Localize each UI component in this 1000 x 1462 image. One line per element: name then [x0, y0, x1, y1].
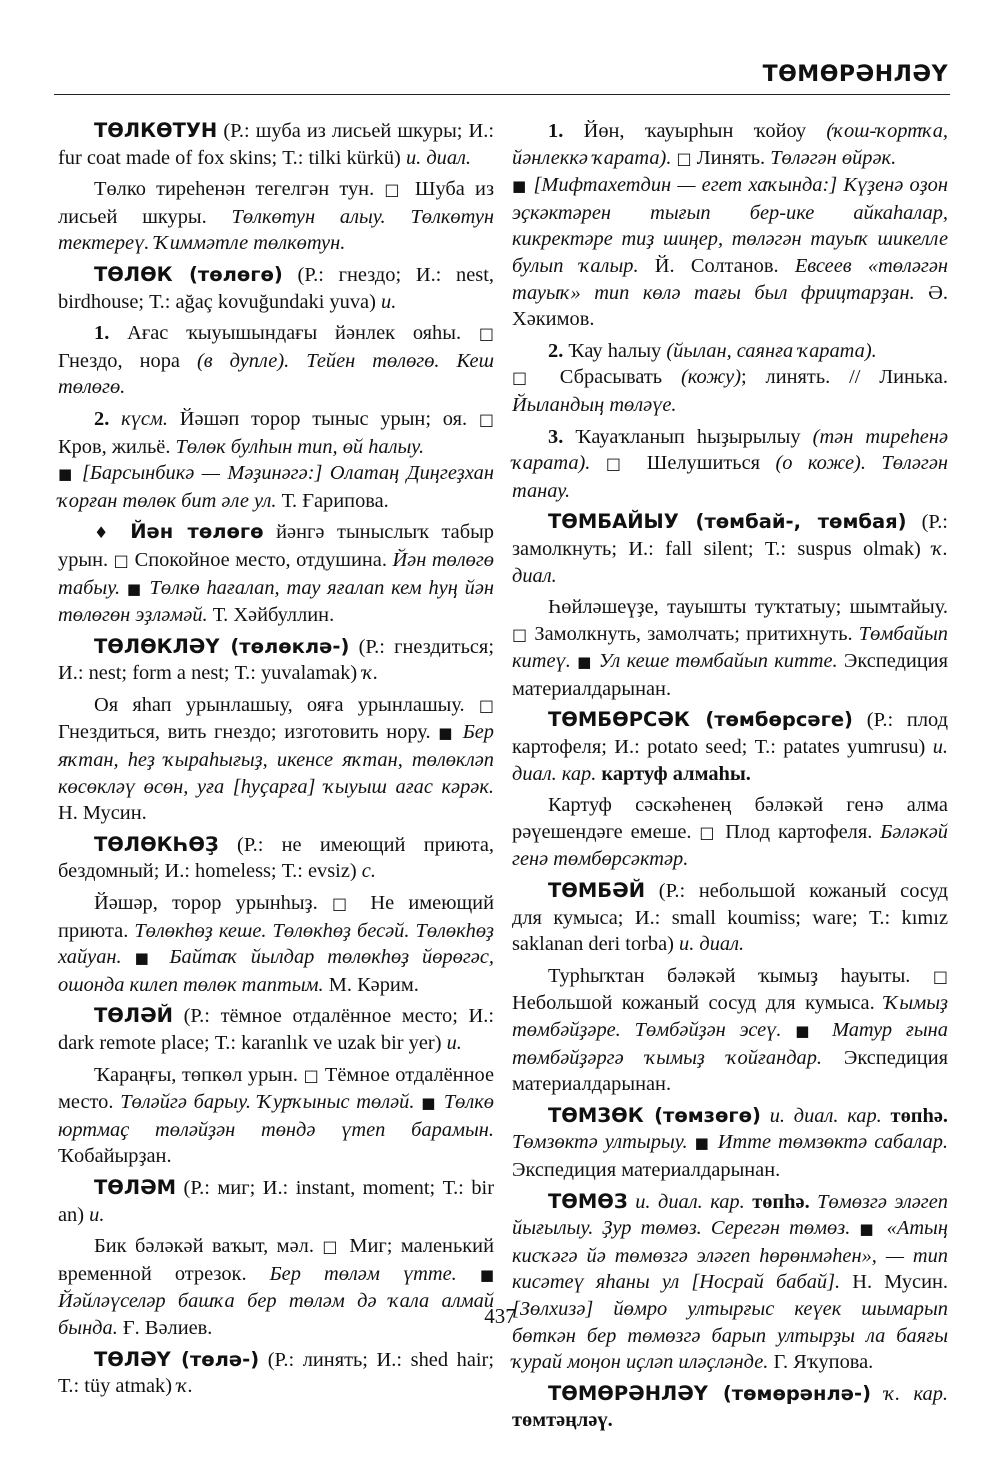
quote: [Мифтахетдин — егет хаҡында:] Күҙенә оҙон эҫкәктәрен тығып бер-ике айкаһалар, кикректәре тиҙ шиңер, төләгән тауыҡ шикелле булып ҡалыр.	[512, 174, 948, 277]
quote-source: Экспедиция материалдарынан.	[512, 1158, 781, 1181]
square-icon: ■	[438, 724, 456, 743]
headword: ТӨЛӨКЛӘҮ (төлөклә-)	[94, 634, 350, 658]
box-icon: □	[113, 550, 130, 570]
entry-tomborsak	[512, 707, 948, 787]
quote: Төлкө юртмаҫ төләйҙән төндә үтеп барамын.	[58, 1091, 494, 1141]
russian-gloss: Замолкнуть, замолчать; притихнуть.	[528, 622, 859, 645]
example: Төләгән танау.	[512, 452, 948, 502]
gloss-note: (йылан, саянға ҡарата).	[666, 339, 877, 362]
definition: Картуф сәскәһенең бәләкәй генә алма рәүешендәге емеше.	[512, 794, 948, 843]
gloss-note: (о коже).	[775, 452, 866, 475]
box-icon: □	[699, 822, 718, 842]
definition: Ағас ҡыуышындағы йәнлек ояһы.	[109, 322, 479, 345]
definition: йәнгә тыныслыҡ табыр урын.	[58, 521, 494, 571]
sense	[58, 406, 494, 514]
square-icon: ■	[512, 177, 528, 196]
quote: «Атың кисҡәгә йә төмөзгә эләгеп һөрөнмәһен», — тип кисәтеү яһаны ул [Носрай бабай].	[512, 1217, 948, 1294]
grammar-label: ҡ.	[362, 662, 379, 685]
square-icon: ■	[859, 1220, 878, 1239]
quote-source: Г. Яҡупова.	[768, 1351, 874, 1374]
phrase	[58, 519, 494, 628]
russian-gloss: Спокойное место, отдушина.	[129, 548, 393, 571]
entry-tombayyu	[512, 509, 948, 589]
box-icon: □	[303, 1065, 320, 1085]
sense	[512, 118, 948, 333]
headword: ТӨЛКӨТУН	[94, 119, 218, 142]
example: Тейен төлөгө. Кеш төлөгө.	[58, 349, 494, 399]
grammar-label: и.	[446, 1032, 462, 1054]
square-icon: ■	[421, 1094, 438, 1113]
sense-number: 1.	[94, 322, 110, 345]
quote: Йәйләүселәр башҡа бер төләм дә ҡала алмай бында.	[58, 1290, 494, 1339]
russian-gloss: Небольшой кожаный сосуд для кумыса.	[512, 992, 885, 1015]
definition: Ҡараңғы, төпкөл урын.	[94, 1063, 304, 1086]
example: Төлөкһөҙ кеше. Төлөкһөҙ бесәй. Төлөкһөҙ хайуан.	[58, 919, 495, 969]
sense	[58, 890, 494, 998]
grammar-label: и. диал. кар.	[512, 736, 948, 785]
quote-source: Экспедиция материалдарынан.	[512, 1046, 948, 1096]
russian-gloss: Кров, жильё.	[58, 435, 176, 458]
square-icon: ■	[795, 1022, 819, 1040]
diamond-icon: ♦	[94, 523, 116, 543]
entry-tolam	[58, 1175, 494, 1228]
box-icon: □	[331, 894, 357, 914]
russian-gloss: Плод картофеля.	[717, 820, 881, 843]
entry-translations: (Р.: линять; И.: shed hair; Т.: tüy atmak)	[58, 1348, 494, 1398]
russian-gloss: Сбрасывать	[540, 366, 681, 389]
entry-translations: (Р.: плод картофеля; И.: potato seed; Т.: patates yumrusu)	[512, 709, 949, 759]
russian-gloss: Тёмное отдалённое место.	[58, 1063, 494, 1114]
box-icon: □	[605, 454, 632, 474]
quote-source: Т. Хәйбуллин.	[207, 604, 335, 627]
example: Төләгән өйрәк.	[770, 146, 897, 169]
entry-translations: (Р.: небольшой кожаный сосуд для кумыса; И.: small koumiss; ware; Т.: kımız saklanan deri torba)	[512, 880, 948, 956]
sense	[58, 692, 494, 827]
sense-number: 2.	[548, 339, 564, 362]
see-reference: картуф алмаһы.	[596, 762, 751, 785]
definition: Төлко тиреһенән тегелгән тун.	[94, 178, 385, 201]
sense-number: 2.	[94, 407, 110, 430]
left-column	[58, 118, 494, 1400]
square-icon: ■	[58, 465, 75, 484]
quote: Бер яҡтан, һеҙ ҡыраһығыҙ, икенсе яҡтан, төлөкләп көсөкләү өсөн, уға [һуҫарға] ҡыуыш ағас кәрәк.	[58, 721, 494, 798]
phrase-headword: Йән төлөгө	[115, 520, 264, 544]
headword: ТӨЛӘМ	[94, 1175, 177, 1199]
russian-gloss: Не имеющий приюта.	[58, 892, 494, 942]
quote-source: Ә. Хәкимов.	[512, 281, 949, 331]
headword: ТӨЛӨКҺӨҘ	[94, 832, 219, 856]
entry-translations: (Р.: миг; И.: instant, moment; Т.: bir an)	[58, 1176, 494, 1226]
grammar-label: и. диал. кар.	[760, 1104, 882, 1127]
quote-source: Ҡобайырҙан.	[58, 1145, 172, 1168]
quote-source: Й. Солтанов.	[638, 254, 779, 277]
quote: Байтаҡ йылдар төлөкһөҙ йөрөгәс, ошонда килеп төлөк таптым.	[58, 946, 494, 996]
sense-number: 1.	[548, 120, 564, 142]
entry-translations: (Р.: тёмное отдалённое место; И.: dark remote place; Т.: karanlık ve uzak bir yer)	[58, 1005, 494, 1054]
definition: Ҡау һалыу	[563, 339, 667, 362]
grammar-label: и.	[89, 1203, 105, 1226]
square-icon: ■	[479, 1265, 495, 1284]
definition: Турһыҡтан бәләкәй ҡымыҙ һауыты.	[548, 964, 933, 987]
definition: Оя яһап урынлашыу, ояға урынлашыу.	[94, 693, 479, 716]
grammar-label: күсм.	[109, 407, 168, 430]
sense	[58, 176, 494, 257]
definition: Бик бәләкәй ваҡыт, мәл.	[94, 1235, 323, 1258]
example: Төлөк булһын тип, өй һалыу.	[175, 435, 425, 458]
definition: Йәшәп торор тыныс урын; оя.	[168, 407, 479, 430]
box-icon: □	[676, 148, 692, 168]
sense	[512, 792, 948, 873]
russian-gloss: Линять.	[691, 146, 771, 169]
square-icon: ■	[134, 949, 157, 968]
entry-translations: (Р.: замолкнуть; И.: fall silent; Т.: suspus olmak)	[512, 511, 948, 560]
example: Төмзөктә ултырыу.	[512, 1131, 688, 1154]
grammar-label: ҡ.	[177, 1375, 193, 1398]
example: Төмбайып китеү.	[512, 622, 948, 673]
definition: Ҡауаҡланып һыҙырылыу	[563, 425, 813, 448]
box-icon: □	[512, 624, 529, 644]
box-icon: □	[384, 180, 405, 200]
grammar-label: и. диал. кар.	[627, 1190, 745, 1213]
headword: ТӨМӨРӘНЛӘҮ (төмөрәнлә-)	[548, 1381, 872, 1405]
square-icon: ■	[694, 1134, 711, 1153]
quote: [Барсынбикә — Мәҙинәгә:] Олатаң Диңгеҙхан ҡорған төлөк бит әле ул.	[58, 462, 494, 512]
quote-source: Т. Ғарипова.	[276, 489, 389, 512]
headword: ТӨЛӘҮ (төлә-)	[94, 1347, 260, 1371]
grammar-label: и. диал.	[679, 933, 745, 956]
entry-tolkotun	[58, 118, 494, 171]
see-reference: төпһә.	[881, 1104, 948, 1127]
box-icon: □	[512, 368, 541, 388]
quote-source: Н. Мусин.	[840, 1271, 948, 1294]
sense	[512, 424, 948, 505]
grammar-label: с.	[361, 860, 376, 883]
headword: ТӨМБАЙЫУ (төмбай-, төмбая)	[548, 510, 907, 534]
russian-gloss: Гнездо, нора	[58, 349, 197, 372]
header-rule	[54, 94, 950, 95]
quote: Матур ғына төмбәйҙәргә ҡымыҙ ҡойғандар.	[512, 1019, 948, 1069]
right-column	[512, 118, 948, 1434]
example: Төлкөтун алыу. Төлкөтун тектереү. Ҡиммәтле төлкөтун.	[58, 205, 494, 255]
box-icon: □	[478, 695, 494, 715]
definition: Йөн, ҡауырһын ҡойоу	[563, 120, 827, 142]
russian-gloss: Миг; маленький временной отрезок.	[58, 1235, 495, 1285]
entry-tolok	[58, 262, 494, 315]
quote: Ул кеше төмбайып китте.	[592, 650, 838, 673]
entry-translations: (Р.: не имеющий приюта, бездомный; И.: homeless; Т.: evsiz)	[58, 833, 494, 883]
quote-source: М. Кәрим.	[323, 973, 419, 996]
box-icon: □	[478, 409, 494, 429]
headword: ТӨЛӘЙ	[94, 1004, 173, 1028]
grammar-label: ҡ. диал.	[512, 537, 948, 587]
running-head: ТӨМӨРӘНЛӘҮ	[762, 62, 948, 87]
entry-tomoz	[512, 1189, 948, 1376]
box-icon: □	[932, 966, 948, 986]
sense	[58, 320, 494, 401]
headword: ТӨМБӘЙ	[548, 879, 646, 903]
entry-tomzok	[512, 1103, 948, 1184]
example: Төләйгә барыу. Ҡурҡыныс төләй.	[120, 1091, 415, 1114]
quote: Евсеев «төләгән тауыҡ» тип көлә тағы был фрицтарҙан.	[512, 254, 948, 304]
gloss-note: (тән тиреһенә ҡарата).	[512, 425, 949, 475]
quote: Итте төмзөктә сабалар.	[710, 1131, 948, 1154]
see-reference: төмтәңләү.	[512, 1409, 613, 1432]
quote: Төлкө һағалап, тау яғалап кем һуң йән төлөгөн эҙләмәй.	[58, 576, 494, 627]
see-reference: төпһә.	[744, 1190, 810, 1213]
square-icon: ■	[577, 653, 593, 672]
russian-gloss: ; линять. // Линька.	[741, 366, 948, 389]
example: Ҡымыҙ төмбәйҙәре. Төмбәйҙән эсеү.	[512, 992, 948, 1041]
russian-gloss: Гнездиться, вить гнездо; изготовить нору.	[58, 721, 439, 744]
entry-translations: (Р.: гнездиться; И.: nest; form a nest; Т.: yuvalamak)	[58, 635, 494, 685]
gloss-note: (ҡош-ҡортҡа, йәнлеккә ҡарата).	[512, 120, 948, 169]
example: Төмөзгә эләгеп йығылыу. Ҙур төмөз. Серегән төмөз.	[512, 1190, 948, 1240]
sense-number: 3.	[548, 425, 564, 448]
headword: ТӨЛӨК (төлөгө)	[94, 262, 283, 286]
headword: ТӨМЗӨК (төмзөгө)	[548, 1103, 761, 1127]
headword: ТӨМӨЗ	[548, 1189, 628, 1213]
sense	[58, 1062, 494, 1170]
square-icon: ■	[126, 579, 143, 598]
gloss-note: (кожу)	[680, 366, 741, 389]
grammar-label: и. диал.	[405, 146, 472, 169]
quote-source: Экспедиция материалдарынан.	[512, 650, 948, 700]
russian-gloss: Шелушиться	[631, 452, 776, 475]
entry-tolokhoz	[58, 832, 494, 885]
example: Бәләкәй генә төмбөрсәктәр.	[512, 820, 948, 871]
grammar-label: ҡ. кар.	[871, 1382, 948, 1405]
entry-translations: (Р.: шуба из лисьей шкуры; И.: fur coat made of fox skins; Т.: tilki kürkü)	[58, 120, 494, 169]
headword: ТӨМБӨРСӘК (төмбөрсәге)	[548, 708, 853, 732]
gloss-note: (в дупле).	[196, 349, 290, 372]
sense	[512, 594, 948, 702]
entry-tomoranleu	[512, 1381, 948, 1434]
box-icon: □	[478, 324, 494, 344]
definition: Йәшәр, торор урынһыҙ.	[94, 892, 332, 915]
entry-translations: (Р.: гнездо; И.: nest, birdhouse; Т.: ağaç kovuğundaki yuva)	[58, 263, 494, 313]
example: Бер төләм үтте.	[269, 1262, 457, 1285]
entry-tolay	[58, 1003, 494, 1056]
quote-source: Ғ. Вәлиев.	[117, 1316, 213, 1339]
quote-source: Н. Мусин.	[58, 802, 147, 825]
quote: [Зөлхизә] йөмро ултырғыс кеүек шымарып бөткән бер төмөзгә барып ултырҙы ла баяғы ҡурай моңон иҫләп иләҫләнде.	[512, 1297, 948, 1374]
grammar-label: и.	[381, 290, 397, 313]
sense	[512, 963, 948, 1098]
entry-toleu	[58, 1347, 494, 1400]
russian-gloss: Шуба из лисьей шкуры.	[58, 178, 494, 228]
example: Йән төлөгө табыу.	[58, 548, 494, 599]
definition: Һөйләшеүҙе, тауышты туҡтатыу; шымтайыу.	[548, 596, 948, 619]
page-number: 437	[484, 1304, 516, 1328]
example: Йыландың төләүе.	[512, 393, 677, 416]
sense	[512, 338, 948, 419]
entry-tombay	[512, 878, 948, 958]
box-icon: □	[322, 1237, 341, 1257]
entry-tolokleu	[58, 634, 494, 687]
